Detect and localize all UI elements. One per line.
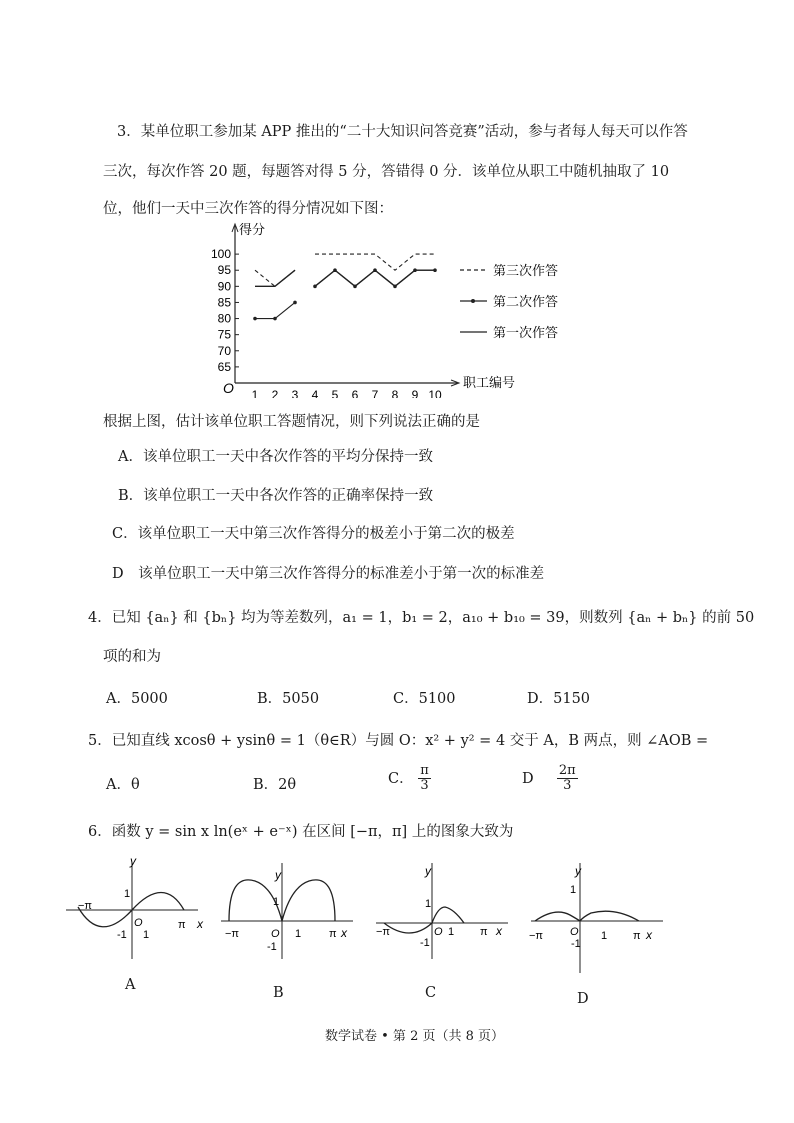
q3-option-a[interactable]: A．该单位职工一天中各次作答的平均分保持一致: [118, 449, 433, 465]
chart-y-tick-label: 95: [217, 263, 231, 278]
chart-legend-label: 第一次作答: [493, 325, 559, 340]
graph-a-y-label: y: [130, 855, 136, 868]
chart-point: [253, 317, 257, 321]
chart-x-label: 职工编号: [463, 375, 516, 390]
q5-option-d-numerator: 2π: [558, 763, 576, 778]
graph-c-origin: O: [434, 926, 443, 938]
chart-x-tick-label: 5: [331, 388, 339, 398]
q5-option-c-denominator: 3: [420, 778, 429, 794]
graph-d-negpi: −π: [529, 930, 544, 942]
q5-option-c-numerator: π: [420, 763, 429, 778]
graph-a-label: A: [125, 977, 136, 993]
graph-d-pi: π: [633, 930, 641, 942]
graph-d-x-label: x: [646, 928, 652, 942]
graph-b-origin: O: [271, 928, 280, 940]
q4-option-d[interactable]: D．5150: [527, 691, 591, 707]
q3-option-b[interactable]: B．该单位职工一天中各次作答的正确率保持一致: [118, 488, 434, 504]
chart-series-line-3: [255, 270, 435, 286]
graph-b-one-x: 1: [295, 928, 302, 940]
q3-line-2: 三次，每次作答 20 题，每题答对得 5 分，答错得 0 分．该单位从职工中随机抽取了 10: [103, 164, 670, 180]
q3-option-c[interactable]: C．该单位职工一天中第三次作答得分的极差小于第二次的极差: [112, 526, 515, 542]
q5-option-b[interactable]: B．2θ: [253, 777, 297, 793]
q5-option-d[interactable]: [522, 764, 578, 794]
graph-option-d[interactable]: [525, 855, 675, 985]
graph-d-y-label: y: [575, 864, 581, 878]
chart-x-tick-label: 10: [428, 388, 442, 398]
graph-a-pi: π: [178, 919, 186, 931]
chart-x-tick-label: 8: [391, 388, 399, 398]
graph-d-one-x: 1: [601, 930, 608, 942]
graph-d-curve: [535, 911, 639, 921]
graph-d-origin: O: [570, 926, 579, 938]
q5-option-c[interactable]: [388, 764, 431, 794]
q3-question: 根据上图，估计该单位职工答题情况，则下列说法正确的是: [103, 414, 480, 430]
chart-y-tick-label: 85: [217, 295, 231, 310]
chart-legend-label: 第三次作答: [493, 263, 559, 278]
score-line-chart: [205, 218, 575, 398]
chart-y-tick-label: 75: [217, 327, 231, 342]
q5-option-d-denominator: 3: [563, 778, 572, 794]
chart-y-tick-label: 80: [217, 311, 231, 326]
chart-x-tick-label: 9: [411, 388, 419, 398]
graph-b-pi: π: [329, 928, 337, 940]
q4-line-1: 4．已知 {aₙ} 和 {bₙ} 均为等差数列，a₁ = 1，b₁ = 2，a₁₀ + b₁₀ = 39，则数列 {aₙ + bₙ} 的前 50: [88, 610, 755, 626]
chart-y-tick-label: 70: [217, 343, 231, 358]
q4-line-2: 项的和为: [103, 649, 161, 665]
chart-x-tick-label: 1: [251, 388, 259, 398]
graph-d-negone: -1: [571, 938, 581, 950]
q5-option-a[interactable]: A．θ: [106, 777, 140, 793]
graph-b-x-label: x: [341, 926, 347, 940]
graph-b-one-y: 1: [273, 896, 280, 908]
graph-c-negpi: −π: [376, 926, 391, 938]
chart-y-tick-label: 90: [217, 279, 231, 294]
graph-a-negpi: −π: [78, 900, 93, 912]
graph-a-one-x: 1: [143, 929, 150, 941]
q5-option-d-fraction: [557, 764, 578, 794]
q5-option-c-fraction: [418, 764, 431, 794]
q3-line-3: 位，他们一天中三次作答的得分情况如下图：: [103, 201, 393, 217]
q4-option-c[interactable]: C．5100: [393, 691, 456, 707]
chart-legend-dot: [471, 299, 475, 303]
graph-c-label: C: [425, 985, 437, 1001]
graph-option-c[interactable]: [370, 855, 520, 965]
q3-option-d[interactable]: D 该单位职工一天中第三次作答得分的标准差小于第一次的标准差: [112, 566, 545, 582]
graph-c-pi: π: [480, 926, 488, 938]
graph-d-label: D: [577, 991, 589, 1007]
chart-x-tick-label: 4: [311, 388, 319, 398]
chart-y-tick-label: 65: [217, 359, 231, 374]
chart-y-tick-label: 100: [210, 247, 231, 262]
q5-option-c-label: C．: [388, 770, 414, 787]
chart-point: [273, 317, 277, 321]
graph-a-one-y: 1: [124, 888, 131, 900]
graph-b-negpi: −π: [225, 928, 240, 940]
chart-x-tick-label: 2: [271, 388, 279, 398]
q4-option-b[interactable]: B．5050: [257, 691, 320, 707]
graph-c-negone: -1: [420, 937, 430, 949]
graph-b-negone: -1: [267, 941, 277, 953]
chart-x-tick-label: 3: [291, 388, 299, 398]
q5-line-1: 5．已知直线 xcosθ + ysinθ = 1（θ∈R）与圆 O：x² + y² = 4 交于 A，B 两点，则 ∠AOB =: [88, 733, 709, 749]
q5-option-d-label: D: [522, 770, 534, 787]
graph-d-one-y: 1: [570, 884, 577, 896]
page-footer: 数学试卷 • 第 2 页（共 8 页）: [325, 1029, 505, 1044]
graph-option-b[interactable]: [215, 855, 365, 965]
graph-c-one-y: 1: [425, 898, 432, 910]
graph-c-one-x: 1: [448, 926, 455, 938]
graph-a-negone: -1: [117, 929, 127, 941]
q6-line-1: 6．函数 y = sin x ln(eˣ + e⁻ˣ) 在区间 [−π，π] 上的图象大致为: [88, 824, 514, 840]
q4-option-a[interactable]: A．5000: [106, 691, 168, 707]
chart-x-tick-label: 6: [351, 388, 359, 398]
graph-c-x-label: x: [496, 924, 502, 938]
q3-line-1: 3．某单位职工参加某 APP 推出的“二十大知识问答竞赛”活动，参与者每人每天可以作答: [117, 124, 688, 140]
graph-b-y-label: y: [275, 868, 281, 882]
graph-c-y-label: y: [425, 864, 431, 878]
graph-b-label: B: [273, 985, 284, 1001]
chart-legend-label: 第二次作答: [493, 294, 559, 309]
chart-point: [293, 301, 297, 305]
chart-origin: O: [223, 380, 234, 396]
graph-a-x-label: x: [197, 917, 203, 931]
graph-a-origin: O: [134, 917, 143, 929]
chart-x-tick-label: 7: [371, 388, 379, 398]
chart-y-label: 得分: [239, 222, 266, 237]
graph-option-a[interactable]: [60, 855, 210, 965]
